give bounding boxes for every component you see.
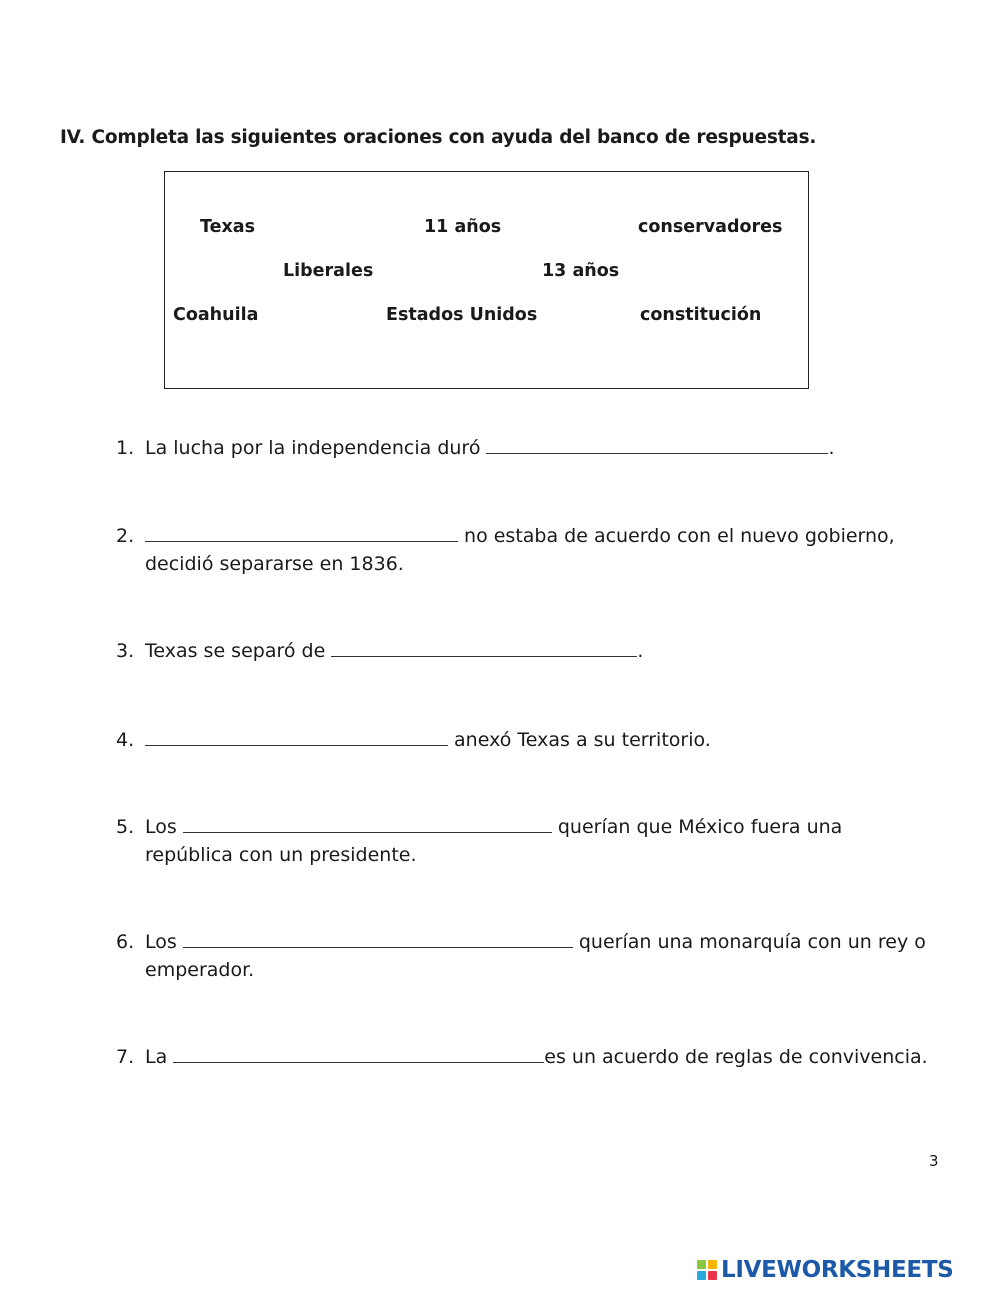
word-bank-item: constitución (640, 305, 762, 325)
answer-blank[interactable] (331, 638, 637, 657)
logo-block (697, 1271, 706, 1280)
word-bank-item: conservadores (638, 217, 783, 237)
question-text: es un acuerdo de reglas de convivencia. (544, 1046, 928, 1068)
question-text: . (828, 437, 835, 459)
word-bank-item: Coahuila (173, 305, 259, 325)
question-2 (116, 522, 895, 578)
question-1 (116, 434, 835, 462)
question-text: anexó Texas a su territorio. (448, 729, 711, 751)
question-text: Los (145, 931, 183, 953)
question-7 (116, 1043, 928, 1071)
question-number: 7. (116, 1046, 135, 1068)
logo-block (697, 1260, 706, 1269)
question-text-continued: decidió separarse en 1836. (145, 553, 404, 575)
question-3 (116, 637, 643, 665)
question-number: 6. (116, 931, 135, 953)
word-bank-item: 11 años (424, 217, 502, 237)
answer-blank[interactable] (145, 523, 458, 542)
question-text: querían que México fuera una (551, 816, 843, 838)
word-bank-item: Texas (200, 217, 255, 237)
answer-blank[interactable] (145, 727, 448, 746)
question-number: 1. (116, 437, 135, 459)
question-number: 2. (116, 525, 135, 547)
page-number: 3 (929, 1152, 939, 1170)
question-text: . (637, 640, 644, 662)
question-number: 5. (116, 816, 135, 838)
question-6 (116, 928, 926, 984)
question-text: La lucha por la independencia duró (145, 437, 487, 459)
question-4 (116, 726, 711, 754)
word-bank-item: 13 años (542, 261, 620, 281)
question-text: querían una monarquía con un rey o (572, 931, 926, 953)
word-bank-item: Estados Unidos (386, 305, 538, 325)
question-text: La (145, 1046, 174, 1068)
word-bank-item: Liberales (283, 261, 374, 281)
question-text-continued: república con un presidente. (145, 844, 417, 866)
logo-block (708, 1271, 717, 1280)
question-number: 3. (116, 640, 135, 662)
section-heading: IV. Completa las siguientes oraciones con ayuda del banco de respuestas. (60, 127, 817, 148)
liveworksheets-logo-icon (697, 1260, 717, 1280)
question-text: no estaba de acuerdo con el nuevo gobierno, (458, 525, 895, 547)
word-bank-box (164, 171, 809, 389)
logo-text: LIVEWORKSHEETS (721, 1257, 954, 1283)
question-text: Los (145, 816, 183, 838)
liveworksheets-logo (697, 1256, 953, 1284)
question-5 (116, 813, 842, 869)
question-text-continued: emperador. (145, 959, 255, 981)
answer-blank[interactable] (183, 814, 552, 833)
question-number: 4. (116, 729, 135, 751)
answer-blank[interactable] (486, 435, 828, 454)
logo-block (708, 1260, 717, 1269)
question-text: Texas se separó de (145, 640, 332, 662)
answer-blank[interactable] (183, 929, 573, 948)
answer-blank[interactable] (173, 1044, 544, 1063)
